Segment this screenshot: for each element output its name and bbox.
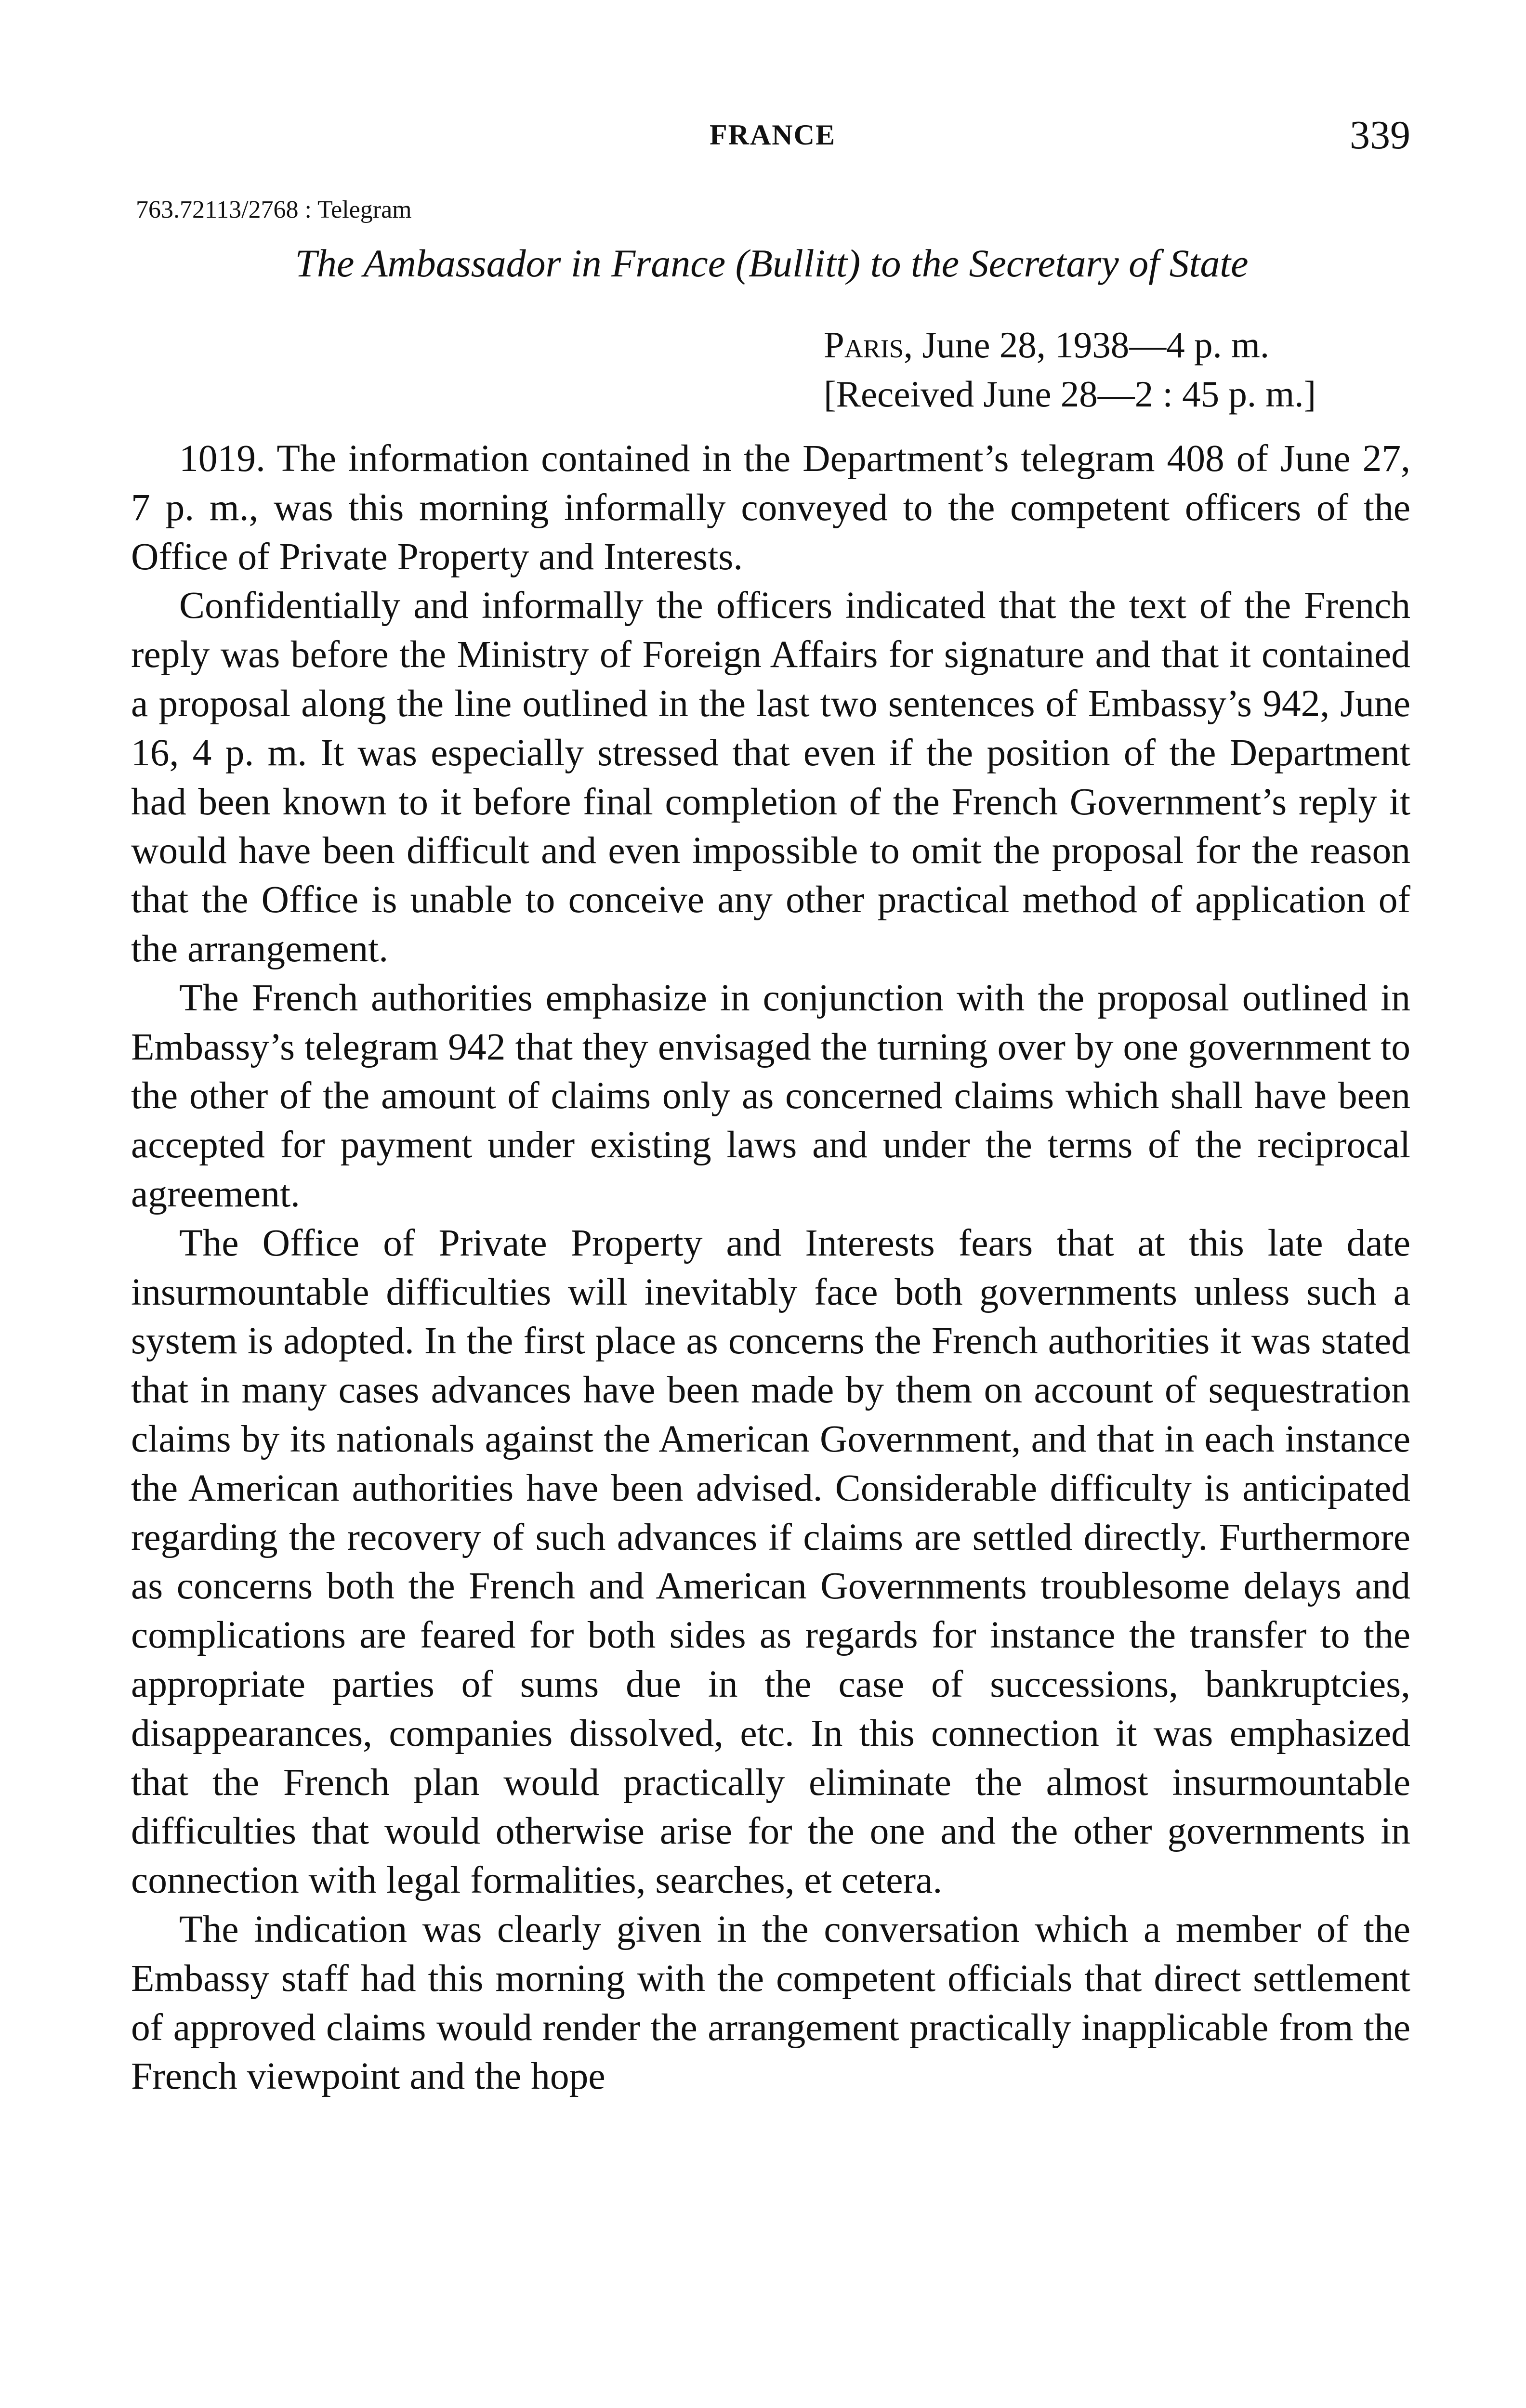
file-reference: 763.72113/2768 : Telegram: [136, 196, 412, 223]
telegram-body: [131, 434, 1410, 2101]
page-number: 339: [1350, 113, 1410, 157]
document-title: The Ambassador in France (Bullitt) to the Secretary of State: [295, 241, 1249, 285]
running-head: [135, 115, 1410, 158]
dateline-sent: [824, 324, 1269, 366]
body-paragraph: Confidentially and informally the officers indicated that the text of the French reply was before the Ministry of Foreign Affairs for signature and that it contained a proposal along the line outlined in the last two sentences of Embassy’s 942, June 16, 4 p. m. It was especially stressed that even if the position of the Department had been known to it before final completion of the French Government’s reply it would have been difficult and even impossible to omit the proposal for the reason that the Office is unable to conceive any other practical method of application of the arrangement.: [131, 584, 1410, 970]
body-paragraph: The Office of Private Property and Interests fears that at this late date insurmountable difficulties will inevitably face both governments unless such a system is adopted. In the first place as concerns the French authorities it was stated that in many cases advances have been made by them on account of sequestration claims by its nationals against the American Government, and that in each instance the American authorities have been advised. Considerable difficulty is anticipated regarding the recovery of such advances if claims are settled directly. Furthermore as concerns both the French and American Governments troublesome delays and complications are feared for both sides as regards for instance the transfer to the appropriate parties of sums due in the case of successions, bankruptcies, disappearances, companies dissolved, etc. In this connection it was emphasized that the French plan would practically eliminate the almost insurmountable difficulties that would otherwise arise for the one and the other governments in connection with legal formalities, searches, et cetera.: [131, 1221, 1410, 1902]
body-paragraph: The French authorities emphasize in conjunction with the proposal outlined in Embassy’s telegram 942 that they envisaged the turning over by one government to the other of the amount of claims only as concerned claims which shall have been accepted for payment under existing laws and under the terms of the reciprocal agreement.: [131, 976, 1410, 1215]
body-paragraph: The indication was clearly given in the conversation which a member of the Embassy staff had this morning with the competent officials that direct settlement of approved claims would render the arrangement practically inapplicable from the French viewpoint and the hope: [131, 1908, 1410, 2098]
body-paragraph: 1019. The information contained in the Department’s telegram 408 of June 27, 7 p. m., was this morning informally conveyed to the competent officers of the Office of Private Property and Interests.: [131, 437, 1410, 578]
dateline-place: Paris,: [824, 324, 913, 366]
dateline-date-sent: June 28, 1938—4 p. m.: [922, 324, 1270, 366]
dateline-received: [Received June 28—2 : 45 p. m.]: [824, 373, 1316, 415]
running-title: FRANCE: [710, 119, 836, 151]
